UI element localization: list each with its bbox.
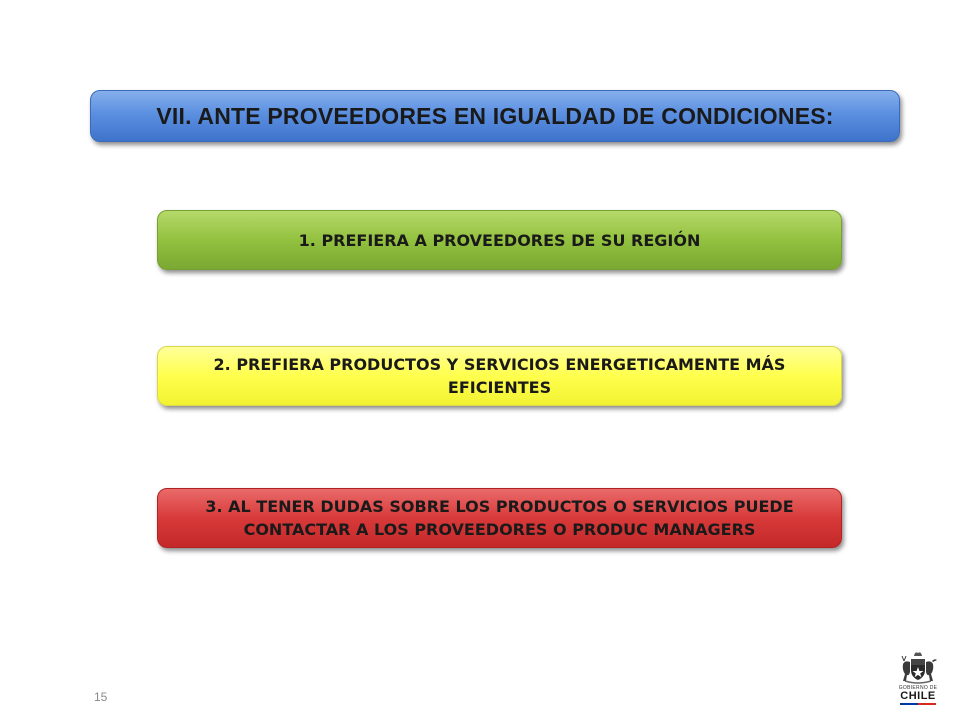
recommendation-item-3: [157, 488, 842, 548]
page-number: 15: [94, 690, 108, 704]
recommendation-text-1: 1. PREFIERA A PROVEEDORES DE SU REGIÓN: [298, 230, 701, 250]
recommendation-text-2: 2. PREFIERA PRODUCTOS Y SERVICIOS ENERGETICAMENTE MÁS EFICIENTES: [213, 355, 786, 397]
logo-flag-bar: [900, 703, 936, 705]
recommendation-item-1: [157, 210, 842, 270]
chile-coat-of-arms-icon: [897, 650, 939, 684]
section-title-box: [90, 90, 900, 142]
logo-wordmark: CHILE: [900, 690, 936, 702]
recommendation-text-3: 3. AL TENER DUDAS SOBRE LOS PRODUCTOS O SERVICIOS PUEDE CONTACTAR A LOS PROVEEDORES O PRODUC MANAGERS: [205, 497, 794, 539]
government-logo: [893, 650, 943, 710]
recommendation-item-2: [157, 346, 842, 406]
logo-caption: GOBIERNO DE: [898, 685, 938, 691]
section-title: VII. ANTE PROVEEDORES EN IGUALDAD DE CONDICIONES:: [156, 102, 834, 129]
